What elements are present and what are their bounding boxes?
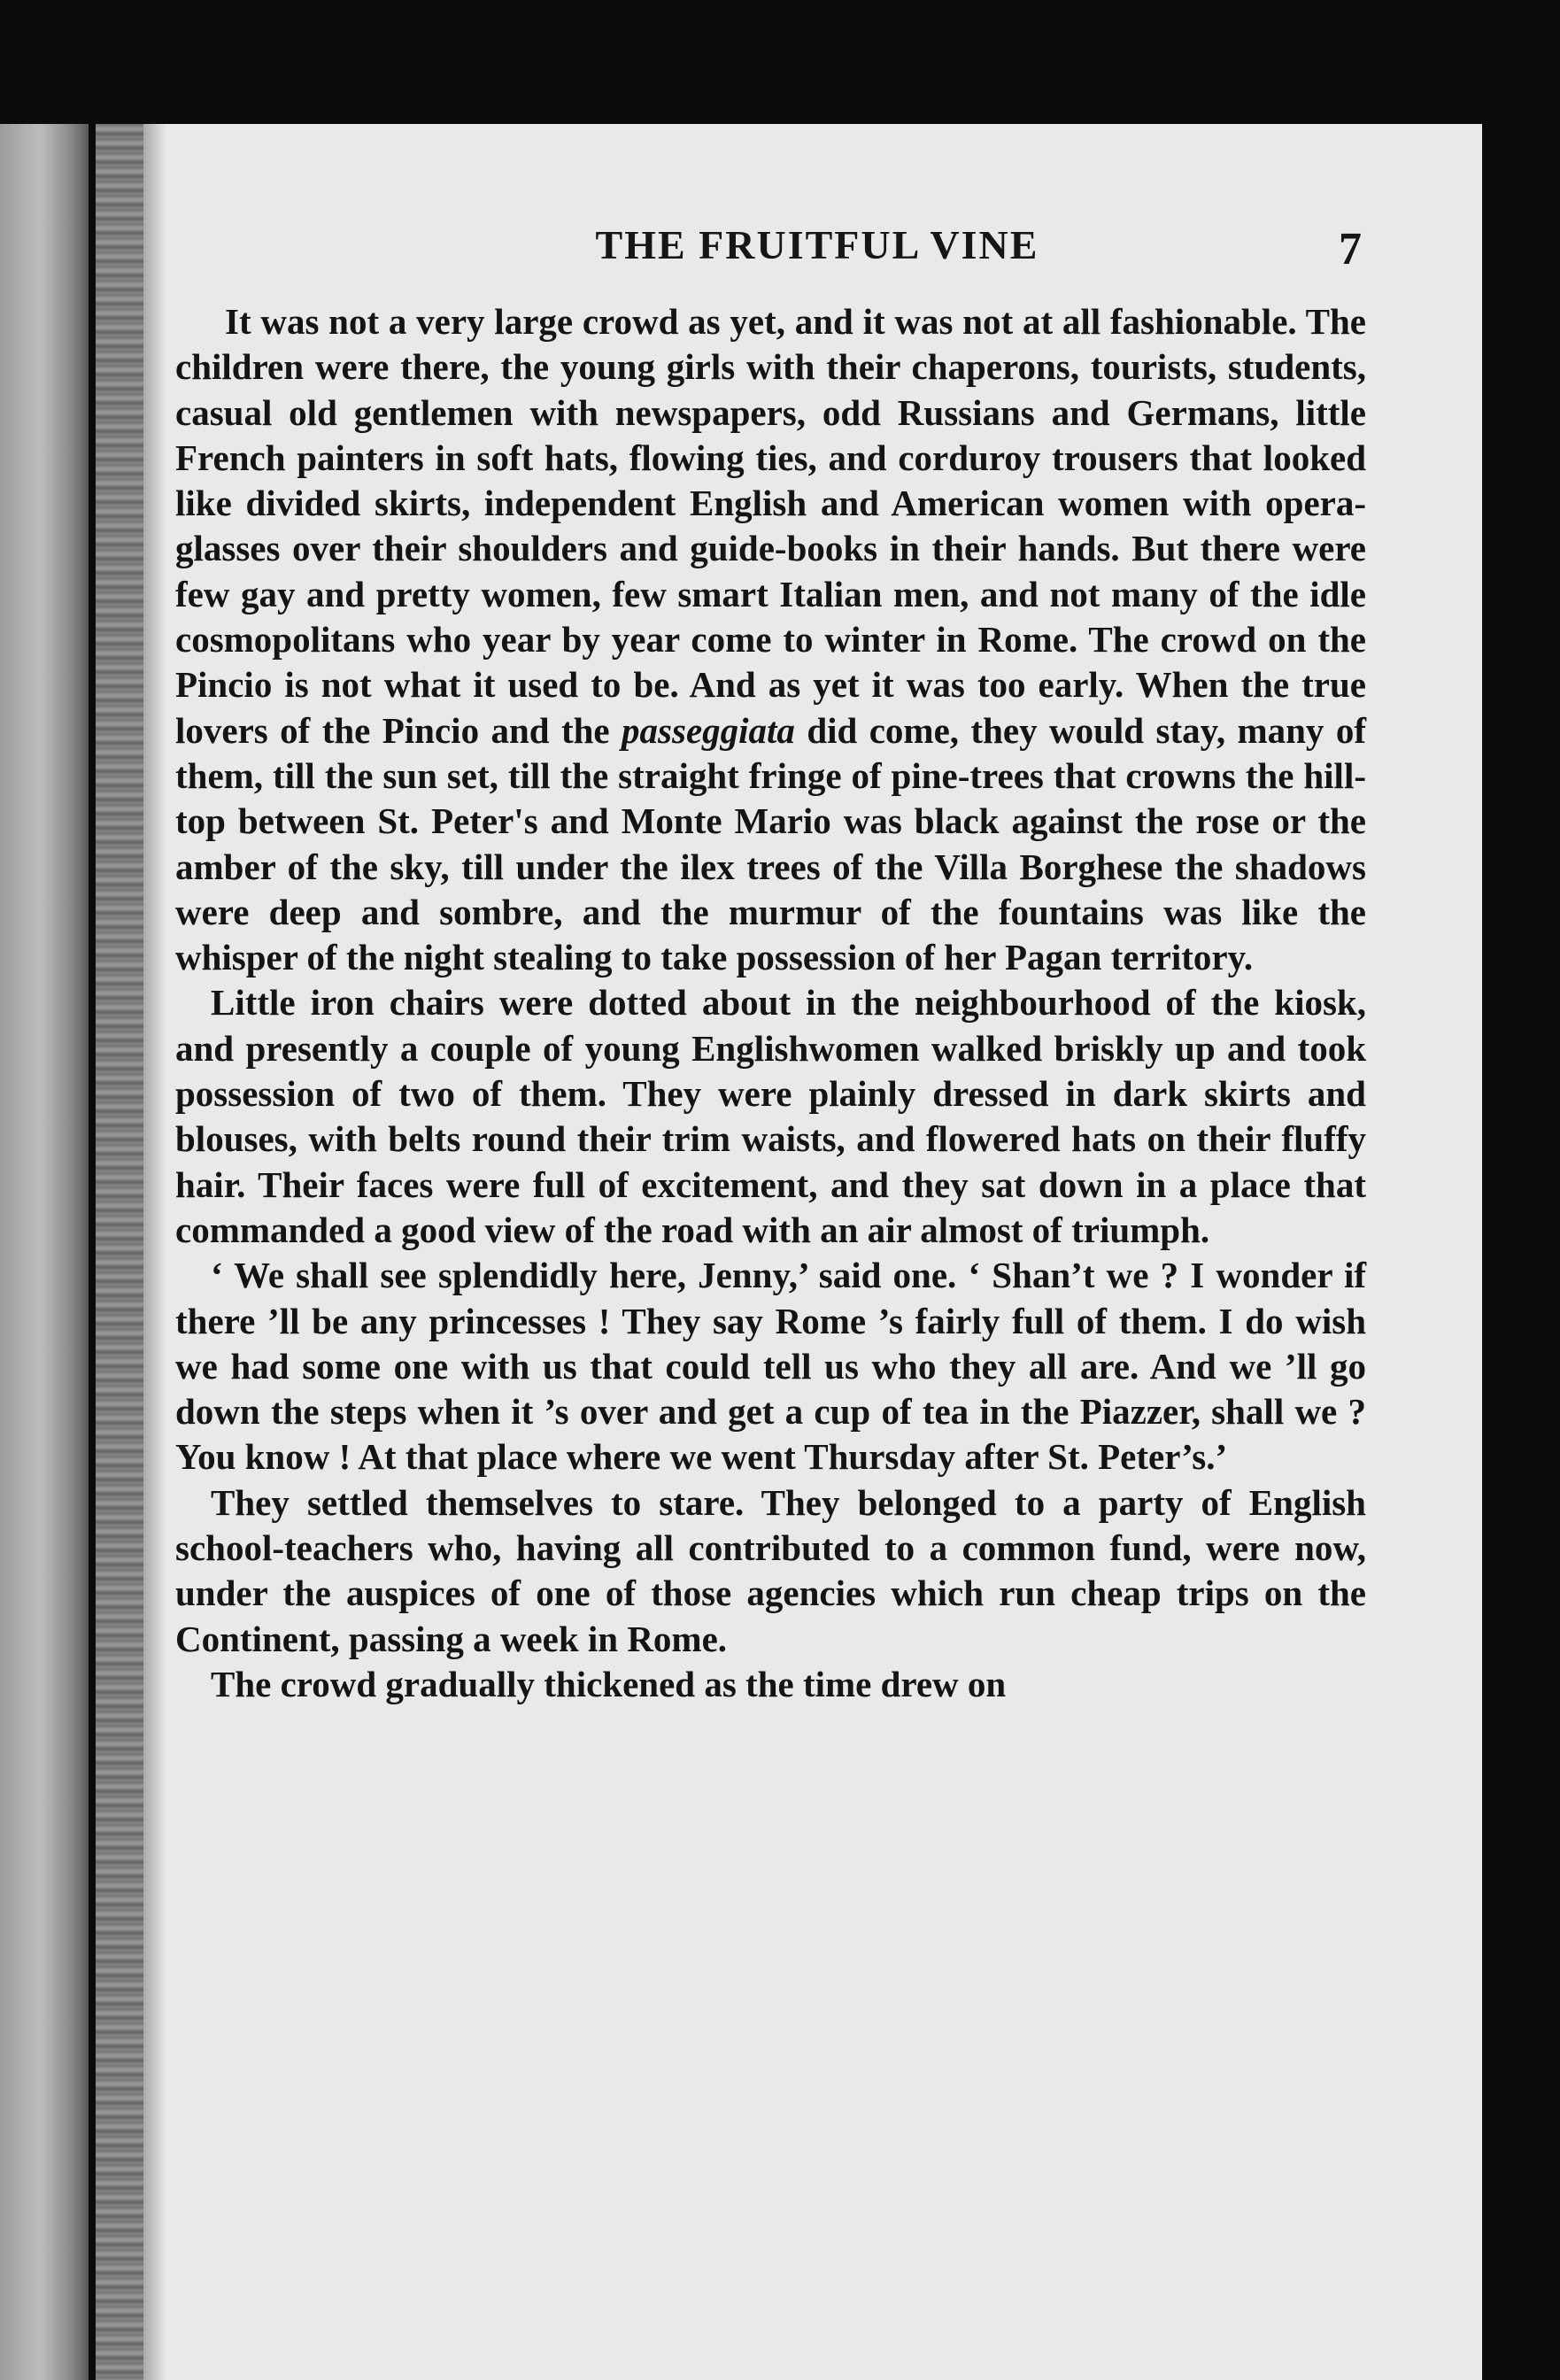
body-text (175, 299, 1366, 1707)
left-page-edge (0, 124, 89, 2380)
running-title: THE FRUITFUL VINE (595, 222, 1039, 267)
page-spine (96, 124, 143, 2380)
page-number: 7 (1339, 224, 1362, 274)
page (96, 124, 1482, 2380)
paragraph-5: The crowd gradually thickened as the time drew on (211, 1663, 1007, 1704)
page-spine-shadow (143, 124, 166, 2380)
paragraph-1-text-b: did come, they would stay, many of them, till the sun set, till the straight fringe of pine-trees that crowns the hill-top between St. Peter's and Monte Mario was black against the rose or the amber of the sky, till under the ilex trees of the Villa Borghese the shadows were deep and sombre, and the murmur of the fountains was like the whisper of the night stealing to take possession of her Pagan territory. (175, 709, 1366, 978)
paragraph-2: Little iron chairs were dotted about in the neighbourhood of the kiosk, and presently a couple of young Englishwomen walked briskly up and took possession of two of them. They were plainly dressed in dark skirts and blouses, with belts round their trim waists, and flowered hats on their fluffy hair. Their faces were full of excitement, and they sat down in a place that commanded a good view of the road with an air almost of triumph. (175, 982, 1366, 1250)
paragraph-3: ‘ We shall see splendidly here, Jenny,’ said one. ‘ Shan’t we ? I wonder if there ’ll be any princesses ! They say Rome ’s fairly full of them. I do wish we had some one with us that could tell us who they all are. And we ’ll go down the steps when it ’s over and get a cup of tea in the Piazzer, shall we ? You know ! At that place where we went Thursday after St. Peter’s.’ (175, 1255, 1366, 1478)
paragraph-4: They settled themselves to stare. They belonged to a party of English school-teachers who, having all contributed to a common fund, were now, under the auspices of one of those agencies which run cheap trips on the Continent, passing a week in Rome. (175, 1481, 1366, 1659)
running-head (273, 221, 1362, 292)
paragraph-1-text-a: It was not a very large crowd as yet, and it was not at all fashionable. The children were there, the young girls with their chaperons, tourists, students, casual old gentlemen with newspapers, odd Russians and Germans, little French painters in soft hats, flowing ties, and corduroy trousers that looked like divided skirts, independent English and American women with opera-glasses over their shoulders and guide-books in their hands. But there were few gay and pretty women, few smart Italian men, and not many of the idle cosmopolitans who year by year come to winter in Rome. The crowd on the Pincio is not what it used to be. And as yet it was too early. When the true lovers of the Pincio and the (175, 301, 1366, 751)
paragraph-1 (175, 299, 1366, 980)
italic-word: passeggiata (622, 709, 795, 751)
